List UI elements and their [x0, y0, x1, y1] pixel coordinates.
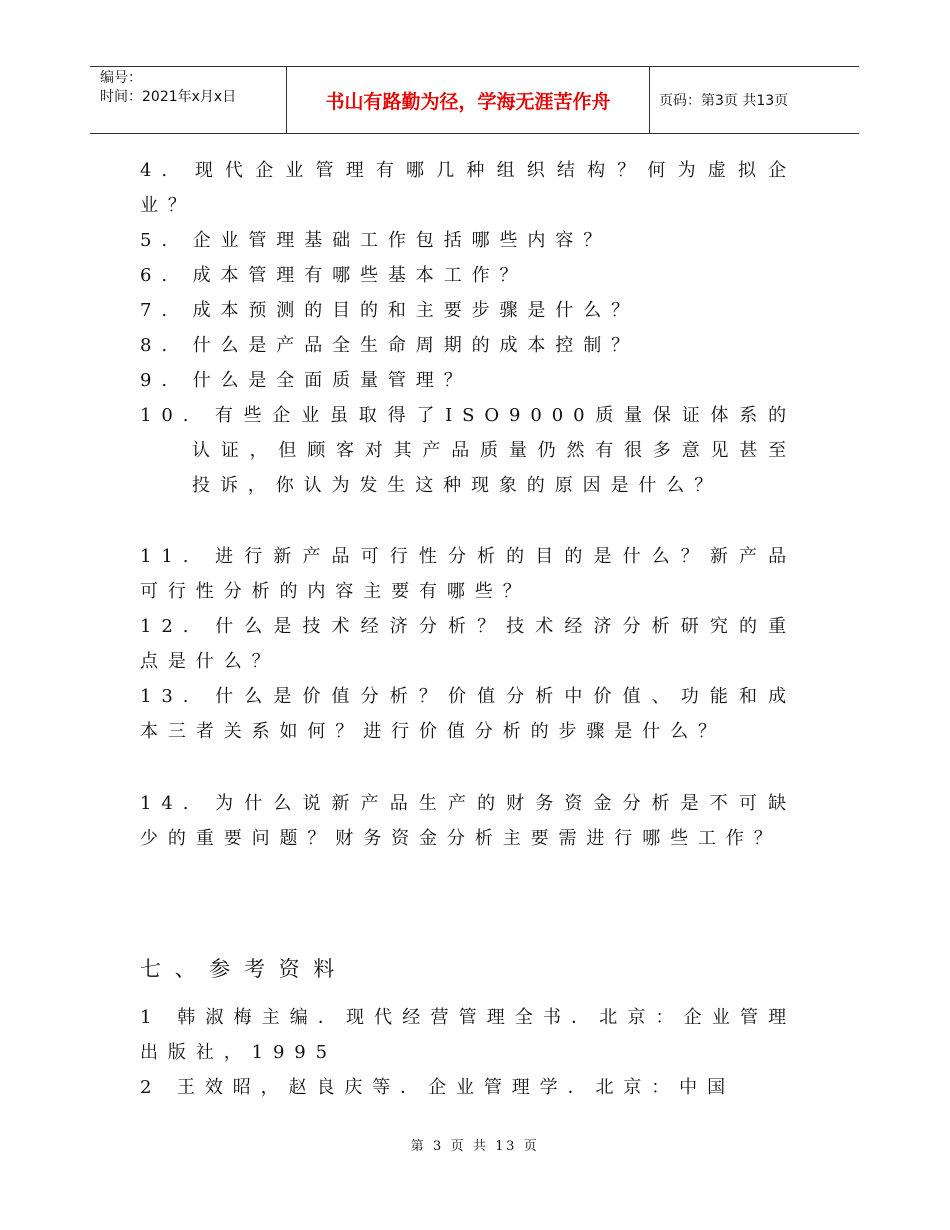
question-8: 8. 什么是产品全生命周期的成本控制？: [140, 335, 639, 356]
question-4: 4. 现代企业管理有哪几种组织结构？何为虚拟企业？: [140, 160, 796, 216]
question-13: 13. 什么是价值分析？价值分析中价值、功能和成本三者关系如何？进行价值分析的步骤是什么？: [140, 686, 796, 742]
time-label: 时间：2021年x月x日: [100, 89, 237, 105]
question-6: 6. 成本管理有哪些基本工作？: [140, 265, 528, 286]
question-14: 14. 为什么说新产品生产的财务资金分析是不可缺少的重要问题？财务资金分析主要需进行哪些工作？: [140, 793, 796, 849]
reference-1: 1 韩淑梅主编．现代经营管理全书．北京：企业管理出版社，1995: [140, 1007, 796, 1063]
header-motto: 书山有路勤为径，学海无涯苦作舟: [325, 90, 611, 113]
page-header: [90, 66, 859, 134]
question-10: 10. 有些企业虽取得了ISO9000质量保证体系的认证，但顾客对其产品质量仍然有很多意见甚至投诉，你认为发生这种现象的原因是什么？: [140, 405, 796, 496]
question-7: 7. 成本预测的目的和主要步骤是什么？: [140, 300, 639, 321]
header-meta: [90, 67, 286, 133]
question-12: 12. 什么是技术经济分析？技术经济分析研究的重点是什么？: [140, 616, 796, 672]
question-11: 11. 进行新产品可行性分析的目的是什么？新产品可行性分析的内容主要有哪些？: [140, 546, 796, 602]
reference-2: 2 王效昭，赵良庆等．企业管理学．北京：中国: [140, 1077, 735, 1098]
number-label: 编号：: [100, 70, 142, 86]
header-page-info: 页码：第3页 共13页: [659, 93, 789, 109]
question-5: 5. 企业管理基础工作包括哪些内容？: [140, 230, 612, 251]
question-9: 9. 什么是全面质量管理？: [140, 370, 472, 391]
section-title: 七、参考资料: [140, 957, 348, 981]
page-footer: 第 3 页 共 13 页: [410, 1139, 540, 1154]
